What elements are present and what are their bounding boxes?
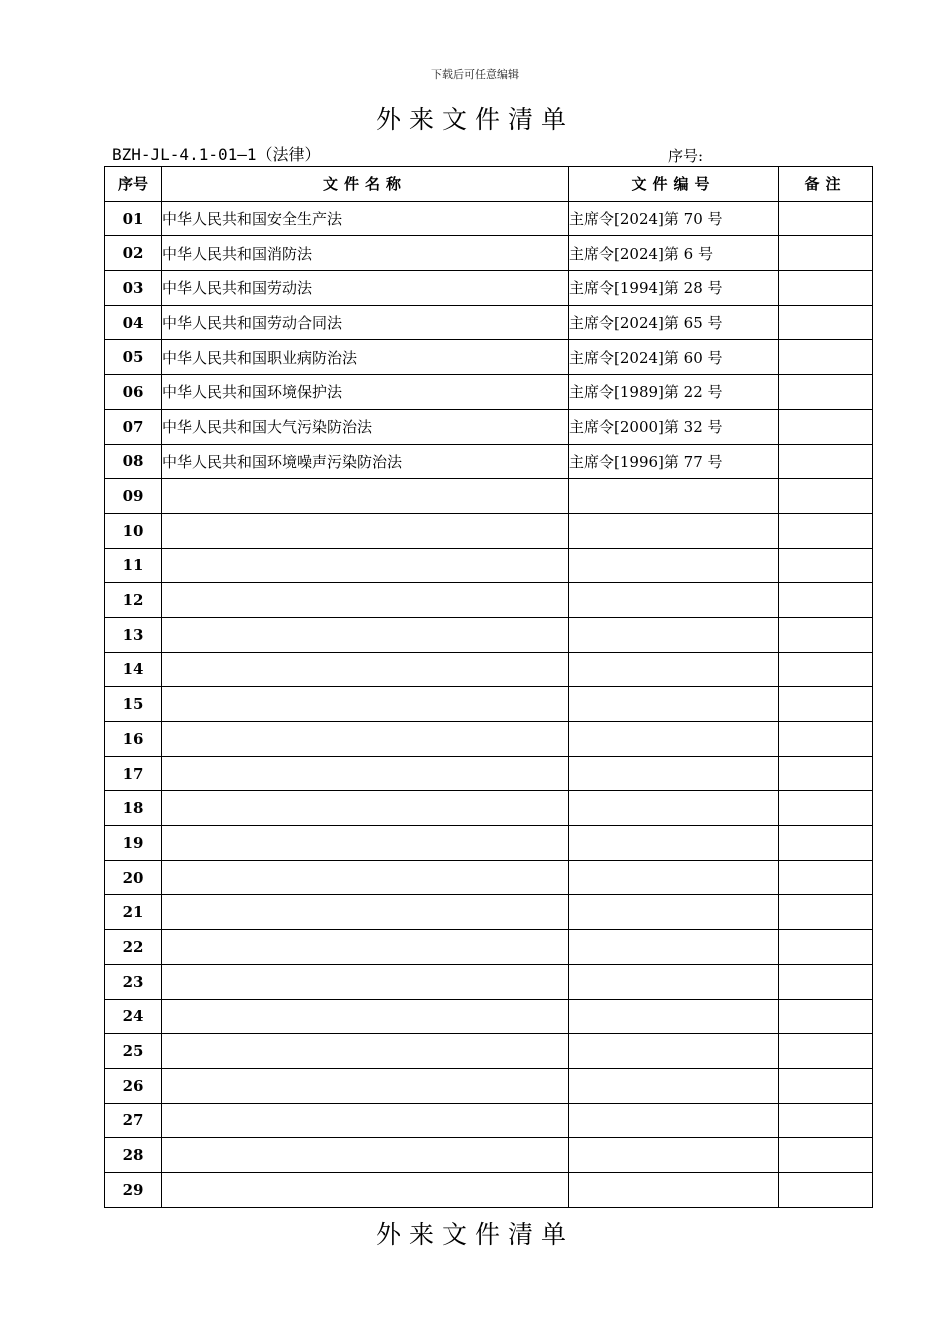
row-index-cell: 17 bbox=[105, 756, 162, 791]
row-index-cell: 19 bbox=[105, 826, 162, 861]
remark-cell bbox=[779, 513, 873, 548]
document-name-cell bbox=[162, 756, 569, 791]
document-code-cell bbox=[569, 895, 779, 930]
remark-cell bbox=[779, 1034, 873, 1069]
row-index-cell: 09 bbox=[105, 479, 162, 514]
remark-cell bbox=[779, 930, 873, 965]
table-row bbox=[105, 236, 873, 271]
remark-cell bbox=[779, 271, 873, 306]
row-index-cell: 01 bbox=[105, 201, 162, 236]
document-code-cell: 主席令[1996]第 77 号 bbox=[569, 444, 779, 479]
remark-cell bbox=[779, 1068, 873, 1103]
document-code-cell bbox=[569, 1103, 779, 1138]
row-index-cell: 14 bbox=[105, 652, 162, 687]
remark-cell bbox=[779, 895, 873, 930]
column-header-code: 文件编号 bbox=[569, 167, 779, 202]
remark-cell bbox=[779, 722, 873, 757]
table-row bbox=[105, 1034, 873, 1069]
remark-cell bbox=[779, 548, 873, 583]
document-code-cell: 主席令[2024]第 65 号 bbox=[569, 305, 779, 340]
row-index-cell: 12 bbox=[105, 583, 162, 618]
remark-cell bbox=[779, 583, 873, 618]
remark-cell bbox=[779, 201, 873, 236]
document-name-cell bbox=[162, 964, 569, 999]
table-body bbox=[105, 201, 873, 1207]
table-header-row bbox=[105, 167, 873, 202]
document-name-cell bbox=[162, 791, 569, 826]
remark-cell bbox=[779, 375, 873, 410]
page-title: 外来文件清单 bbox=[375, 105, 574, 134]
document-name-cell bbox=[162, 860, 569, 895]
document-code-cell: 主席令[2024]第 6 号 bbox=[569, 236, 779, 271]
remark-cell bbox=[779, 999, 873, 1034]
document-code-cell bbox=[569, 826, 779, 861]
document-code-cell bbox=[569, 999, 779, 1034]
document-name-cell: 中华人民共和国大气污染防治法 bbox=[162, 409, 569, 444]
external-documents-table bbox=[104, 166, 873, 1208]
document-code-cell: 主席令[2024]第 60 号 bbox=[569, 340, 779, 375]
serial-number-label: 序号: bbox=[668, 147, 704, 165]
row-index-cell: 24 bbox=[105, 999, 162, 1034]
row-index-cell: 18 bbox=[105, 791, 162, 826]
row-index-cell: 15 bbox=[105, 687, 162, 722]
table-row bbox=[105, 271, 873, 306]
row-index-cell: 28 bbox=[105, 1138, 162, 1173]
remark-cell bbox=[779, 236, 873, 271]
document-name-cell bbox=[162, 1103, 569, 1138]
document-name-cell bbox=[162, 1172, 569, 1207]
document-code-cell bbox=[569, 652, 779, 687]
document-name-cell bbox=[162, 617, 569, 652]
document-code-cell bbox=[569, 1034, 779, 1069]
document-name-cell bbox=[162, 930, 569, 965]
document-name-cell bbox=[162, 895, 569, 930]
document-name-cell: 中华人民共和国环境保护法 bbox=[162, 375, 569, 410]
row-index-cell: 20 bbox=[105, 860, 162, 895]
table-row bbox=[105, 1103, 873, 1138]
table-row bbox=[105, 756, 873, 791]
column-header-remark: 备注 bbox=[779, 167, 873, 202]
document-code-cell bbox=[569, 722, 779, 757]
document-code-cell bbox=[569, 756, 779, 791]
document-code-cell bbox=[569, 513, 779, 548]
document-name-cell: 中华人民共和国环境噪声污染防治法 bbox=[162, 444, 569, 479]
remark-cell bbox=[779, 617, 873, 652]
remark-cell bbox=[779, 826, 873, 861]
table-row bbox=[105, 964, 873, 999]
row-index-cell: 29 bbox=[105, 1172, 162, 1207]
table-row bbox=[105, 583, 873, 618]
row-index-cell: 05 bbox=[105, 340, 162, 375]
row-index-cell: 03 bbox=[105, 271, 162, 306]
remark-cell bbox=[779, 444, 873, 479]
remark-cell bbox=[779, 791, 873, 826]
document-name-cell bbox=[162, 1138, 569, 1173]
row-index-cell: 11 bbox=[105, 548, 162, 583]
footer-title: 外来文件清单 bbox=[375, 1220, 574, 1249]
table-row bbox=[105, 617, 873, 652]
row-index-cell: 21 bbox=[105, 895, 162, 930]
document-name-cell: 中华人民共和国劳动法 bbox=[162, 271, 569, 306]
table-row bbox=[105, 895, 873, 930]
table-row bbox=[105, 826, 873, 861]
document-code-cell bbox=[569, 687, 779, 722]
document-code-cell bbox=[569, 1138, 779, 1173]
remark-cell bbox=[779, 305, 873, 340]
document-name-cell bbox=[162, 999, 569, 1034]
document-name-cell bbox=[162, 687, 569, 722]
remark-cell bbox=[779, 756, 873, 791]
table-row bbox=[105, 722, 873, 757]
row-index-cell: 16 bbox=[105, 722, 162, 757]
row-index-cell: 10 bbox=[105, 513, 162, 548]
row-index-cell: 08 bbox=[105, 444, 162, 479]
table-row bbox=[105, 930, 873, 965]
table-row bbox=[105, 1138, 873, 1173]
row-index-cell: 26 bbox=[105, 1068, 162, 1103]
document-name-cell: 中华人民共和国劳动合同法 bbox=[162, 305, 569, 340]
remark-cell bbox=[779, 409, 873, 444]
table-row bbox=[105, 444, 873, 479]
remark-cell bbox=[779, 860, 873, 895]
document-code: BZH-JL-4.1-01—1（法律） bbox=[112, 145, 321, 164]
document-code-cell bbox=[569, 479, 779, 514]
document-code-cell bbox=[569, 930, 779, 965]
remark-cell bbox=[779, 1172, 873, 1207]
document-name-cell: 中华人民共和国职业病防治法 bbox=[162, 340, 569, 375]
document-name-cell bbox=[162, 652, 569, 687]
row-index-cell: 04 bbox=[105, 305, 162, 340]
table-row bbox=[105, 513, 873, 548]
column-header-index: 序号 bbox=[105, 167, 162, 202]
remark-cell bbox=[779, 687, 873, 722]
row-index-cell: 07 bbox=[105, 409, 162, 444]
document-name-cell bbox=[162, 1034, 569, 1069]
table-row bbox=[105, 375, 873, 410]
document-name-cell bbox=[162, 583, 569, 618]
table-row bbox=[105, 860, 873, 895]
document-code-cell: 主席令[1994]第 28 号 bbox=[569, 271, 779, 306]
remark-cell bbox=[779, 964, 873, 999]
column-header-name: 文件名称 bbox=[162, 167, 569, 202]
table-row bbox=[105, 305, 873, 340]
remark-cell bbox=[779, 652, 873, 687]
row-index-cell: 13 bbox=[105, 617, 162, 652]
remark-cell bbox=[779, 1103, 873, 1138]
document-code-cell bbox=[569, 583, 779, 618]
table-row bbox=[105, 340, 873, 375]
download-note: 下载后可任意编辑 bbox=[431, 68, 519, 81]
document-name-cell bbox=[162, 722, 569, 757]
document-code-cell: 主席令[2024]第 70 号 bbox=[569, 201, 779, 236]
document-code-cell bbox=[569, 860, 779, 895]
table-row bbox=[105, 999, 873, 1034]
table-row bbox=[105, 479, 873, 514]
remark-cell bbox=[779, 1138, 873, 1173]
document-name-cell bbox=[162, 1068, 569, 1103]
table-row bbox=[105, 1172, 873, 1207]
row-index-cell: 27 bbox=[105, 1103, 162, 1138]
table-row bbox=[105, 548, 873, 583]
document-code-cell bbox=[569, 1068, 779, 1103]
table-row bbox=[105, 409, 873, 444]
document-code-cell bbox=[569, 548, 779, 583]
row-index-cell: 02 bbox=[105, 236, 162, 271]
remark-cell bbox=[779, 479, 873, 514]
document-name-cell bbox=[162, 479, 569, 514]
table-row bbox=[105, 1068, 873, 1103]
row-index-cell: 25 bbox=[105, 1034, 162, 1069]
document-code-cell bbox=[569, 1172, 779, 1207]
document-name-cell bbox=[162, 513, 569, 548]
document-name-cell: 中华人民共和国消防法 bbox=[162, 236, 569, 271]
table-row bbox=[105, 201, 873, 236]
document-name-cell bbox=[162, 548, 569, 583]
table-row bbox=[105, 687, 873, 722]
document-code-cell: 主席令[1989]第 22 号 bbox=[569, 375, 779, 410]
document-code-cell bbox=[569, 617, 779, 652]
document-name-cell bbox=[162, 826, 569, 861]
row-index-cell: 22 bbox=[105, 930, 162, 965]
table-row bbox=[105, 652, 873, 687]
document-code-cell: 主席令[2000]第 32 号 bbox=[569, 409, 779, 444]
document-code-cell bbox=[569, 964, 779, 999]
document-name-cell: 中华人民共和国安全生产法 bbox=[162, 201, 569, 236]
remark-cell bbox=[779, 340, 873, 375]
table-row bbox=[105, 791, 873, 826]
row-index-cell: 23 bbox=[105, 964, 162, 999]
document-code-cell bbox=[569, 791, 779, 826]
row-index-cell: 06 bbox=[105, 375, 162, 410]
